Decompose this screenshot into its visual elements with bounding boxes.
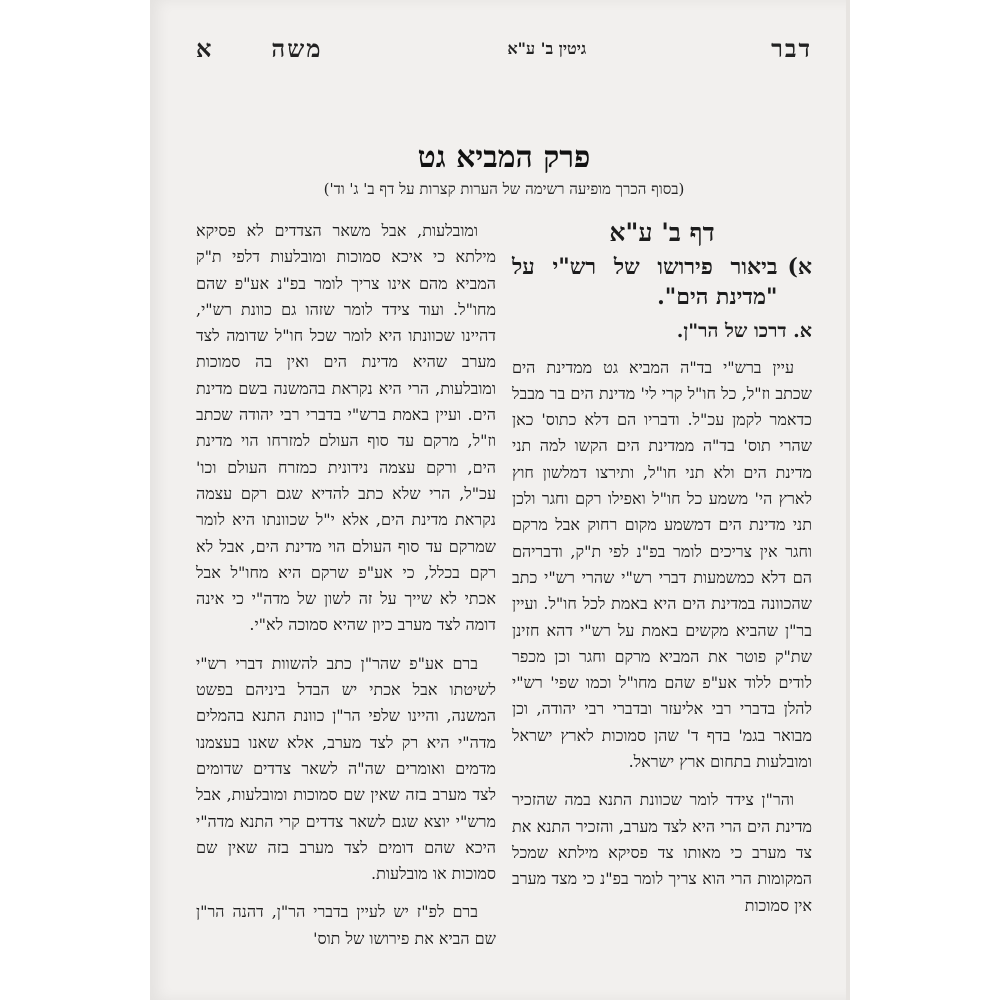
left-column [196,218,496,952]
daf-heading: דף ב' ע"א [609,218,715,247]
paragraph: ברם לפ"ז יש לעיין בדברי הר"ן, דהנה הר"ן שם הביא את פירושו של תוס' [196,902,496,948]
running-head-left [196,34,322,64]
subsection-title: א. דרכו של הר"ן. [676,320,812,343]
section-heading [512,252,812,312]
running-head [196,34,812,64]
paragraph: ומובלעות, אבל משאר הצדדים לא פסיקא מילתא כי איכא סמוכות ומובלעות דלפי ת"ק המביא מהם אינו צריך לומר בפ"נ אע"פ שהם מחו"ל. ועוד צידד לומר שזהו גם כוונת רש"י, דהיינו שכוונתו היא לומר שכל חו"ל שדומה לצד מערב שהיא מדינת הים ואין בה סמוכות ומובלעות, הרי היא נקראת בהמשנה בשם מדינת הים. ועיין באמת ברש"י בדברי רבי יהודה שכתב וז"ל, מרקם עד סוף העולם למזרחו הוי מדינת הים, ורקם עצמה נידונית כמזרח העולם וכו' עכ"ל, הרי שלא כתב להדיא שגם רקם עצמה נקראת מדינת הים, אלא י"ל שכוונתו היא לומר שמרקם עד סוף העולם הוי מדינת הים, אבל לא רקם בכלל, כי אע"פ שרקם היא מחו"ל אבל אכתי לא שייך על זה לשון של מדה"י כי אינה דומה לצד מערב כיון שהיא סמוכה לא"י. [196,221,496,635]
chapter-title: פרק המביא גט [417,140,591,175]
page-edge [846,0,850,1000]
running-head-right: דבר [771,34,812,63]
paragraph: ברם אע"פ שהר"ן כתב להשוות דברי רש"י לשיטתו אבל אכתי יש הבדל ביניהם בפשט המשנה, והיינו שלפי הר"ן כוונת התנא בהמלים מדה"י היא רק לצד מערב, אלא שאנו בעצמנו מדמים ואומרים שה"ה לשאר צדדים שדומים לצד מערב בזה שאין שם סמוכות ומובלעות, אבל מרש"י יוצא שגם לשאר צדדים קרי התנא מדה"י היכא שהם דומים לצד מערב בזה שאין שם סמוכות או מובלעות. [196,653,496,884]
paragraph: עיין ברש"י בד"ה המביא גט ממדינת הים שכתב וז"ל, כל חו"ל קרי לי' מדינת הים בר מבבל כדאמר לקמן עכ"ל. ודבריו הם דלא כתוס' כאן שהרי תוס' בד"ה ממדינת הים הקשו למה תני מדינת הים ולא תני חו"ל, ותירצו דמלשון חוץ לארץ הי' משמע כל חו"ל ואפילו רקם וחגר ולכן תני מדינת הים דמשמע מקום רחוק אבל מרקם וחגר אין צריכים לומר בפ"נ לפי ת"ק, ודבריהם הם דלא כמשמעות דברי רש"י שהרי רש"י כתב שהכוונה במדינת הים היא באמת לכל חו"ל. ועיין בר"ן שהביא מקשים באמת על רש"י דהא חזינן שת"ק פוטר את המביא מרקם וחגר וכן מכפר לודים ללוד אע"פ שהם מחו"ל וכמו שפי' רש"י להלן בדברי רבי אליעזר ובדברי רבי יהודה, וכן מבואר בגמ' בדף ד' שהן סמוכות לארץ ישראל ומובלעות בתחום ארץ ישראל. [512,357,812,772]
section-title: ביאור פירושו של רש"י על "מדינת הים". [512,254,778,311]
running-head-left-word: משה [271,34,323,63]
chapter-note: (בסוף הכרך מופיעה רשימה של הערות קצרות על דף ב' ג' וד') [323,180,685,198]
section-number: א) [787,254,812,281]
running-head-letter: א [196,34,212,63]
paragraph: והר"ן צידד לומר שכוונת התנא במה שהזכיר מדינת הים הרי היא לצד מערב, והזכיר התנא את צד מערב כי מאותו צד פסיקא מילתא שמכל המקומות הרי הוא צריך לומר בפ"נ כי מצד מערב אין סמוכות [512,790,812,915]
running-head-middle: גיטין ב' ע"א [507,39,587,58]
right-column [512,218,812,919]
